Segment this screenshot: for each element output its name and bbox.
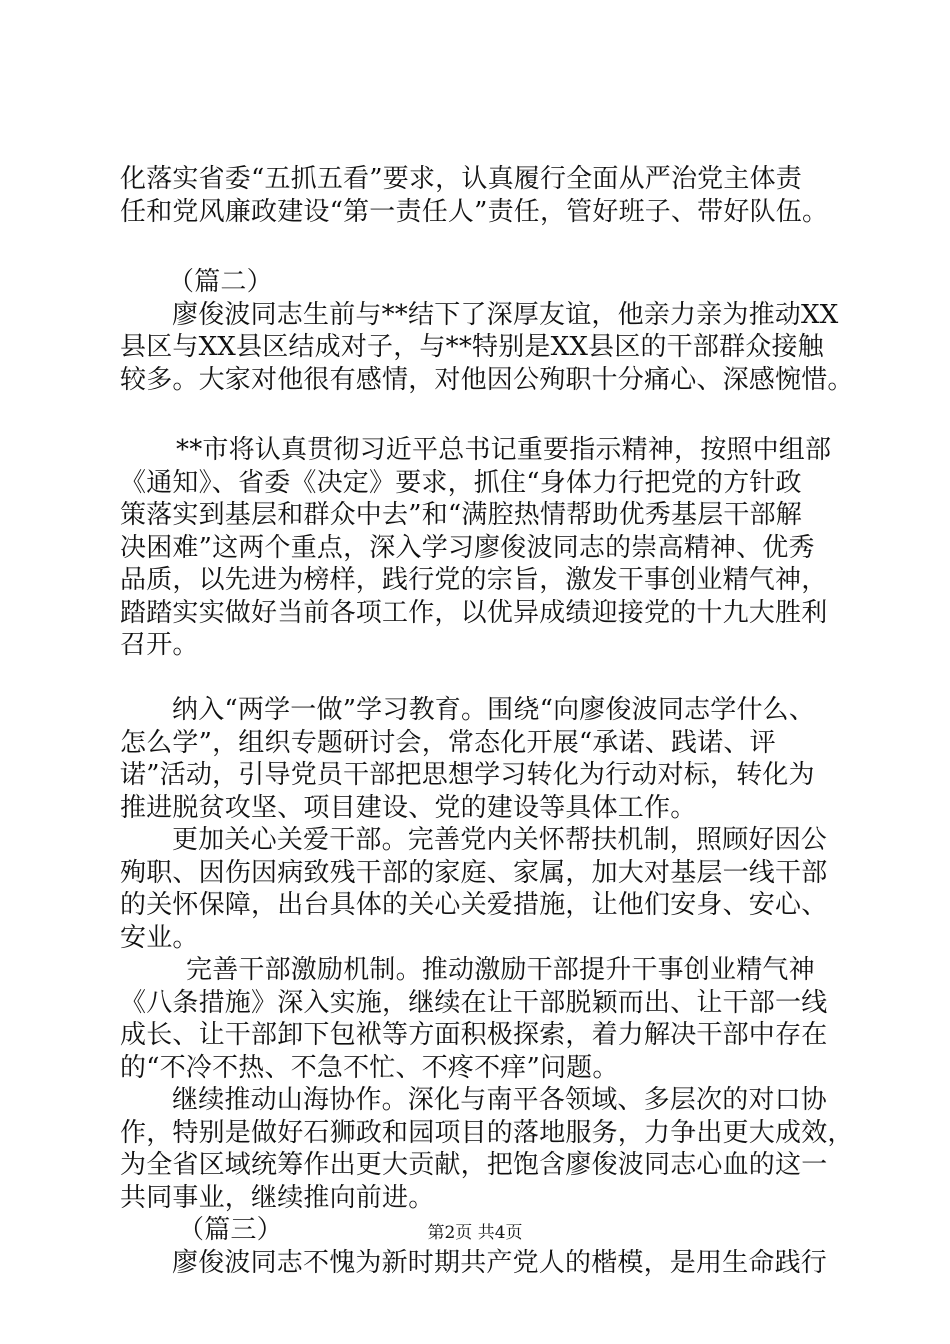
text-line: 策落实到基层和群众中去”和“满腔热情帮助优秀基层干部解 <box>120 500 802 530</box>
text-line: 安业。 <box>120 922 199 953</box>
text-line: 廖俊波同志生前与**结下了深厚友谊，他亲力亲为推动XX <box>172 299 839 330</box>
text-line: **市将认真贯彻习近平总书记重要指示精神，按照中组部 <box>176 435 832 465</box>
paragraph <box>120 1247 832 1280</box>
text-line: 踏踏实实做好当前各项工作，以优异成绩迎接党的十九大胜利 <box>120 597 828 628</box>
page-number-label: 第2页 共4页 <box>427 1223 523 1243</box>
paragraph <box>120 954 832 1084</box>
text-line: 的关怀保障，出台具体的关心关爱措施，让他们安身、安心、 <box>120 890 828 920</box>
text-line: 《通知》、省委《决定》要求，抓住“身体力行把党的方针政 <box>120 467 802 498</box>
text-line: 《八条措施》深入实施，继续在让干部脱颖而出、让干部一线 <box>120 987 828 1018</box>
paragraph <box>120 299 854 397</box>
text-line <box>120 662 832 695</box>
text-line: 任和党风廉政建设“第一责任人”责任，管好班子、带好队伍。 <box>120 196 829 227</box>
text-line: （篇三） <box>178 1215 283 1245</box>
text-line: 为全省区域统筹作出更大贡献，把饱含廖俊波同志心血的这一 <box>120 1150 828 1180</box>
paragraph <box>120 163 832 228</box>
text-line: 化落实省委“五抓五看”要求，认真履行全面从严治党主体责 <box>120 164 802 194</box>
document-body <box>120 163 854 1279</box>
text-line: 品质，以先进为榜样，践行党的宗旨，激发干事创业精气神， <box>120 565 828 595</box>
paragraph <box>120 694 832 824</box>
text-line: 决困难”这两个重点，深入学习廖俊波同志的崇高精神、优秀 <box>120 532 815 563</box>
section-heading <box>120 266 832 299</box>
paragraph <box>120 434 832 694</box>
text-line: 纳入“两学一做”学习教育。围绕“向廖俊波同志学什么、 <box>172 695 816 725</box>
text-line: 共同事业，继续推向前进。 <box>120 1182 435 1213</box>
text-line: 廖俊波同志不愧为新时期共产党人的楷模，是用生命践行 <box>172 1247 828 1278</box>
text-line: 更加关心关爱干部。完善党内关怀帮扶机制，照顾好因公 <box>172 825 828 855</box>
text-line: 较多。大家对他很有感情，对他因公殉职十分痛心、深感惋惜。 <box>120 364 854 395</box>
paragraph <box>120 824 832 954</box>
text-line: 推进脱贫攻坚、项目建设、党的建设等具体工作。 <box>120 792 697 823</box>
text-line: 县区与XX县区结成对子，与**特别是XX县区的干部群众接触 <box>120 332 824 362</box>
text-line: 召开。 <box>120 630 199 660</box>
paragraph <box>120 1084 854 1214</box>
text-line: （篇二） <box>168 267 273 297</box>
text-line: 继续推动山海协作。深化与南平各领域、多层次的对口协 <box>172 1085 828 1115</box>
text-line: 成长、让干部卸下包袱等方面积极探索，着力解决干部中存在 <box>120 1020 828 1050</box>
page-footer <box>0 1218 950 1243</box>
text-line: 怎么学”，组织专题研讨会，常态化开展“承诺、践诺、评 <box>120 727 776 758</box>
text-line: 完善干部激励机制。推动激励干部提升干事创业精气神 <box>186 955 815 985</box>
text-line: 的“不冷不热、不急不忙、不疼不痒”问题。 <box>120 1052 619 1083</box>
text-line: 殉职、因伤因病致残干部的家庭、家属，加大对基层一线干部 <box>120 857 828 888</box>
text-line: 诺”活动，引导党员干部把思想学习转化为行动对标，转化为 <box>120 760 815 790</box>
text-line: 作，特别是做好石狮政和园项目的落地服务，力争出更大成效， <box>120 1117 854 1148</box>
